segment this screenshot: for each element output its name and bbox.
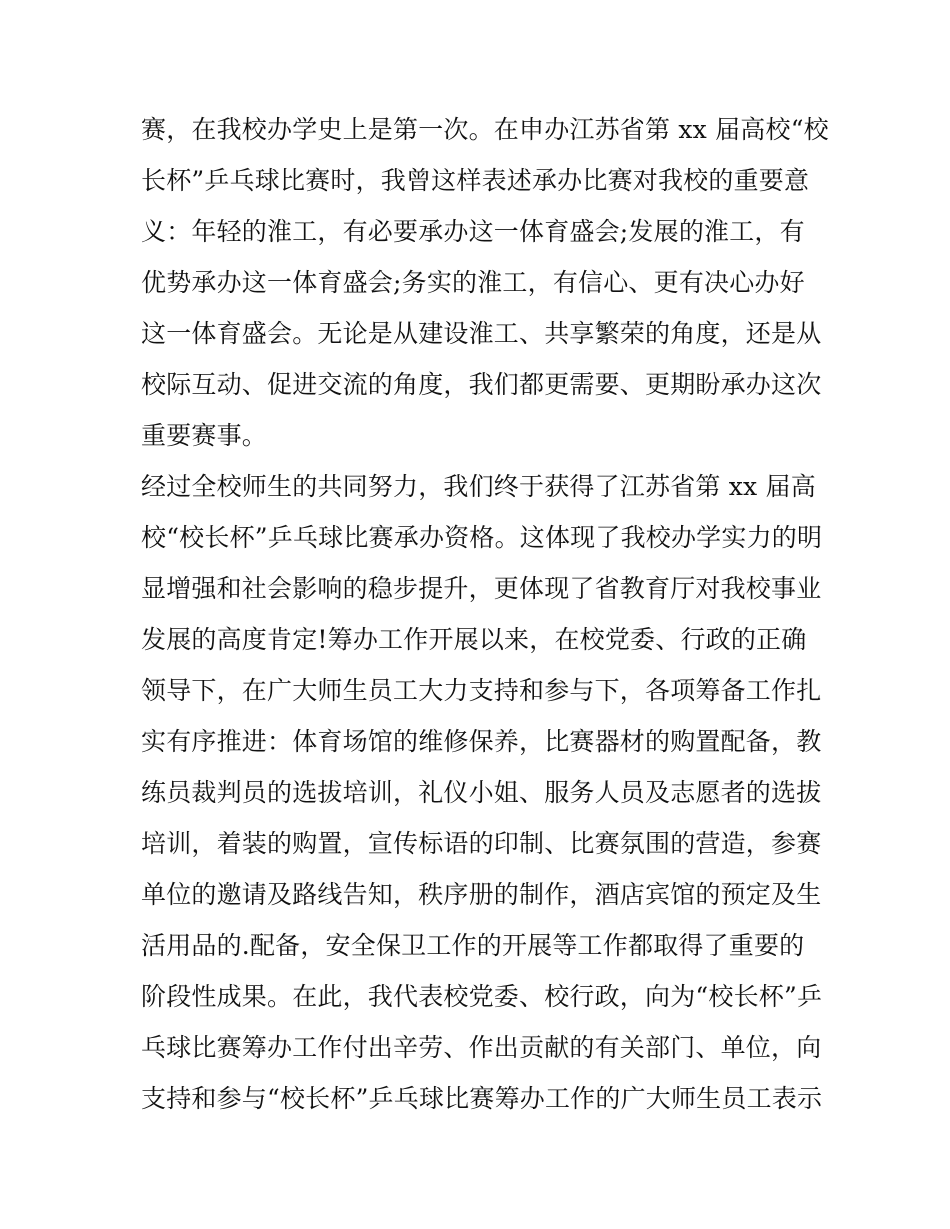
text-line: 实有序推进：体育场馆的维修保养，比赛器材的购置配备，教 [141, 727, 822, 756]
text-line: 阶段性成果。在此，我代表校党委、校行政，向为“校长杯”乒 [141, 982, 823, 1011]
text-line: 这一体育盛会。无论是从建设淮工、共享繁荣的角度，还是从 [141, 319, 822, 348]
text-line: 乓球比赛筹办工作付出辛劳、作出贡献的有关部门、单位，向 [141, 1033, 822, 1062]
text-line: 校“校长杯”乒乓球比赛承办资格。这体现了我校办学实力的明 [141, 523, 823, 552]
text-line: 赛，在我校办学史上是第一次。在申办江苏省第 xx 届高校“校 [141, 115, 829, 144]
text-line: 培训，着装的购置，宣传标语的印制、比赛氛围的营造，参赛 [141, 829, 822, 858]
text-line: 活用品的.配备，安全保卫工作的开展等工作都取得了重要的 [141, 931, 805, 960]
text-line: 单位的邀请及路线告知，秩序册的制作，酒店宾馆的预定及生 [141, 880, 822, 909]
text-line: 重要赛事。 [141, 421, 268, 450]
text-line: 发展的高度肯定!筹办工作开展以来，在校党委、行政的正确 [141, 625, 807, 654]
text-line: 显增强和社会影响的稳步提升，更体现了省教育厅对我校事业 [141, 574, 822, 603]
text-line: 优势承办这一体育盛会;务实的淮工，有信心、更有决心办好 [141, 268, 805, 297]
text-line: 支持和参与“校长杯”乒乓球比赛筹办工作的广大师生员工表示 [141, 1084, 823, 1113]
text-line: 练员裁判员的选拔培训，礼仪小姐、服务人员及志愿者的选拔 [141, 778, 822, 807]
text-line: 领导下，在广大师生员工大力支持和参与下，各项筹备工作扎 [141, 676, 822, 705]
text-line: 义：年轻的淮工，有必要承办这一体育盛会;发展的淮工，有 [141, 217, 805, 246]
body-text [141, 104, 829, 1124]
text-line: 经过全校师生的共同努力，我们终于获得了江苏省第 xx 届高 [141, 472, 816, 501]
text-line: 长杯”乒乓球比赛时，我曾这样表述承办比赛对我校的重要意 [141, 166, 810, 195]
text-line: 校际互动、促进交流的角度，我们都更需要、更期盼承办这次 [141, 370, 822, 399]
